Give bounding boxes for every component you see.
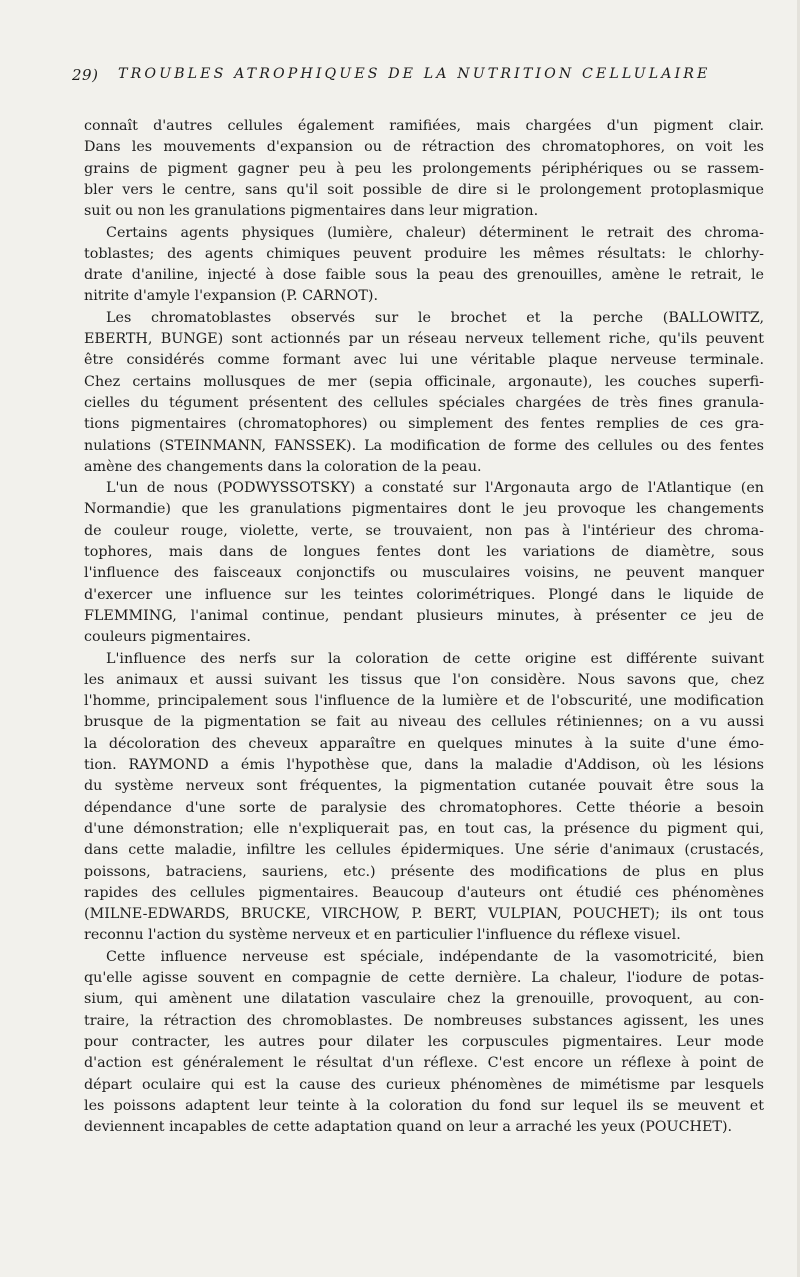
text-line: départ oculaire qui est la cause des curieux phénomènes de mimétisme par lesquels xyxy=(84,1076,764,1093)
text-line: toblastes; des agents chimiques peuvent produire les mêmes résultats: le chlorhy- xyxy=(84,245,764,262)
page-number: 29) xyxy=(72,66,99,84)
text-line: dans cette maladie, infiltre les cellules épidermiques. Une série d'animaux (crustacés, xyxy=(84,842,764,859)
text-line: L'influence des nerfs sur la coloration de cette origine est différente suivant xyxy=(106,650,764,667)
text-line: FLEMMING, l'animal continue, pendant plusieurs minutes, à présenter ce jeu de xyxy=(84,607,764,624)
text-line: connaît d'autres cellules également ramifiées, mais chargées d'un pigment clair. xyxy=(84,118,764,134)
text-line: grains de pigment gagner peu à peu les prolongements périphériques ou se rassem- xyxy=(84,160,764,177)
text-line: drate d'aniline, injecté à dose faible sous la peau des grenouilles, amène le retrait, le xyxy=(84,267,764,284)
text-line: d'une démonstration; elle n'expliquerait pas, en tout cas, la présence du pigment qui, xyxy=(84,820,764,837)
text-line: rapides des cellules pigmentaires. Beaucoup d'auteurs ont étudié ces phénomènes xyxy=(84,884,764,901)
text-line: l'homme, principalement sous l'influence de la lumière et de l'obscurité, une modification xyxy=(84,693,764,710)
text-line: la décoloration des cheveux apparaître en quelques minutes à la suite d'une émo- xyxy=(84,735,764,752)
text-line: les poissons adaptent leur teinte à la coloration du fond sur lequel ils se meuvent et xyxy=(84,1097,764,1114)
text-line: bler vers le centre, sans qu'il soit possible de dire si le prolongement protoplasmique xyxy=(84,181,764,198)
text-line: du système nerveux sont fréquentes, la pigmentation cutanée pouvait être sous la xyxy=(84,778,764,795)
text-line: couleurs pigmentaires. xyxy=(84,629,251,646)
text-line: L'un de nous (PODWYSSOTSKY) a constaté sur l'Argonauta argo de l'Atlantique (en xyxy=(106,480,764,497)
text-line: (MILNE-EDWARDS, BRUCKE, VIRCHOW, P. BERT, VULPIAN, POUCHET); ils ont tous xyxy=(84,906,764,923)
text-line: nulations (STEINMANN, FANSSEK). La modification de forme des cellules ou des fentes xyxy=(84,437,764,454)
text-line: de couleur rouge, violette, verte, se trouvaient, non pas à l'intérieur des chroma- xyxy=(84,522,764,539)
text-line: nitrite d'amyle l'expansion (P. CARNOT). xyxy=(84,288,378,305)
text-line: être considérés comme formant avec lui une véritable plaque nerveuse terminale. xyxy=(84,352,764,369)
text-line: tions pigmentaires (chromatophores) ou simplement des fentes remplies de ces gra- xyxy=(84,416,764,433)
text-line: cielles du tégument présentent des cellules spéciales chargées de très fines granula- xyxy=(84,394,764,411)
text-line: Cette influence nerveuse est spéciale, indépendante de la vasomotricité, bien xyxy=(106,948,764,965)
text-line: les animaux et aussi suivant les tissus que l'on considère. Nous savons que, chez xyxy=(84,671,764,688)
text-line: Chez certains mollusques de mer (sepia officinale, argonaute), les couches superfi- xyxy=(84,373,764,390)
text-line: suit ou non les granulations pigmentaires dans leur migration. xyxy=(84,203,539,220)
text-line: sium, qui amènent une dilatation vasculaire chez la grenouille, provoquent, au con- xyxy=(84,991,764,1008)
text-line: traire, la rétraction des chromoblastes. De nombreuses substances agissent, les unes xyxy=(84,1012,764,1029)
text-line: deviennent incapables de cette adaptation quand on leur a arraché les yeux (POUCHET). xyxy=(84,1119,733,1136)
text-line: tophores, mais dans de longues fentes dont les variations de diamètre, sous xyxy=(84,544,764,560)
text-line: brusque de la pigmentation se fait au niveau des cellules rétiniennes; on a vu aussi xyxy=(84,714,764,731)
running-title: TROUBLES ATROPHIQUES DE LA NUTRITION CELLULAIRE xyxy=(118,66,711,82)
text-line: l'influence des faisceaux conjonctifs ou musculaires voisins, ne peuvent manquer xyxy=(84,565,764,582)
text-line: reconnu l'action du système nerveux et en particulier l'influence du réflexe visuel. xyxy=(84,927,681,944)
text-line: d'action est généralement le résultat d'un réflexe. C'est encore un réflexe à point de xyxy=(84,1055,764,1072)
text-line: Dans les mouvements d'expansion ou de rétraction des chromatophores, on voit les xyxy=(84,139,764,156)
text-line: Normandie) que les granulations pigmentaires dont le jeu provoque les changements xyxy=(84,501,764,518)
text-line: pour contracter, les autres pour dilater les corpuscules pigmentaires. Leur mode xyxy=(84,1033,764,1050)
text-line: amène des changements dans la coloration de la peau. xyxy=(84,458,482,475)
text-line: d'exercer une influence sur les teintes colorimétriques. Plongé dans le liquide de xyxy=(84,586,764,603)
text-line: dépendance d'une sorte de paralysie des chromatophores. Cette théorie a besoin xyxy=(84,799,764,816)
page-header xyxy=(72,66,762,88)
text-line: Certains agents physiques (lumière, chaleur) déterminent le retrait des chroma- xyxy=(106,224,764,241)
text-line: poissons, batraciens, sauriens, etc.) présente des modifications de plus en plus xyxy=(84,863,764,880)
text-line: tion. RAYMOND a émis l'hypothèse que, dans la maladie d'Addison, où les lésions xyxy=(84,757,764,773)
text-line: EBERTH, BUNGE) sont actionnés par un réseau nerveux tellement riche, qu'ils peuvent xyxy=(84,331,764,347)
text-line: Les chromatoblastes observés sur le brochet et la perche (BALLOWITZ, xyxy=(106,309,764,326)
text-line: qu'elle agisse souvent en compagnie de cette dernière. La chaleur, l'iodure de potas- xyxy=(84,970,764,986)
